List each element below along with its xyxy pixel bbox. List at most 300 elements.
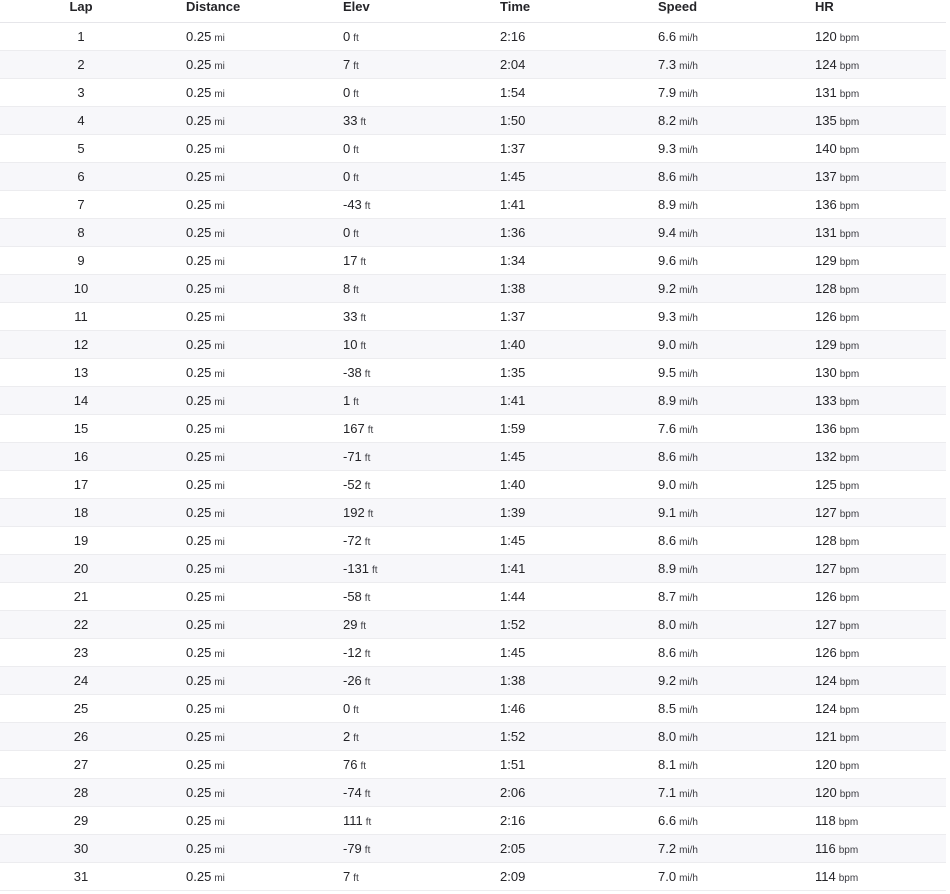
cell-time xyxy=(500,477,525,492)
header-elev[interactable]: Elev xyxy=(343,0,370,14)
header-distance[interactable]: Distance xyxy=(186,0,241,14)
cell-hr-value: 127 xyxy=(815,617,837,632)
cell-speed xyxy=(658,85,698,100)
cell-time-value: 1:52 xyxy=(500,729,526,744)
cell-lap xyxy=(0,197,162,212)
cell-elev-unit: ft xyxy=(360,257,367,268)
table-row[interactable] xyxy=(0,667,946,695)
cell-hr-value: 120 xyxy=(815,785,837,800)
cell-elev-value: -43 xyxy=(343,197,362,212)
cell-elev-unit: ft xyxy=(353,733,359,744)
table-row[interactable] xyxy=(0,303,946,331)
cell-time xyxy=(500,225,525,240)
cell-speed-unit: mi/h xyxy=(679,145,698,156)
cell-time xyxy=(500,673,525,688)
cell-time xyxy=(500,617,525,632)
cell-elev-unit: ft xyxy=(353,173,359,184)
table-row[interactable] xyxy=(0,219,946,247)
cell-lap xyxy=(0,29,162,44)
row-cells xyxy=(0,135,946,162)
cell-speed-value: 8.5 xyxy=(658,701,677,716)
cell-hr xyxy=(815,281,859,296)
cell-hr-value: 127 xyxy=(815,561,837,576)
cell-speed-value: 8.1 xyxy=(658,757,677,772)
row-cells xyxy=(0,163,946,190)
cell-elev-value: 17 xyxy=(343,253,358,268)
cell-hr-value: 128 xyxy=(815,281,837,296)
cell-distance xyxy=(186,57,225,72)
cell-speed-value: 9.6 xyxy=(658,253,677,268)
cell-elev xyxy=(343,141,359,156)
cell-elev-value: -74 xyxy=(343,785,362,800)
cell-time xyxy=(500,141,525,156)
cell-time-value: 1:50 xyxy=(500,113,526,128)
cell-speed-value: 6.6 xyxy=(658,29,677,44)
cell-distance-value: 0.25 xyxy=(186,673,212,688)
cell-speed-unit: mi/h xyxy=(679,845,698,856)
cell-elev xyxy=(343,477,370,492)
cell-hr-unit: bpm xyxy=(839,789,860,800)
cell-hr xyxy=(815,225,859,240)
row-cells xyxy=(0,639,946,666)
cell-time xyxy=(500,29,525,44)
row-cells xyxy=(0,695,946,722)
cell-speed-unit: mi/h xyxy=(679,369,698,380)
cell-elev-unit: ft xyxy=(353,397,359,408)
cell-elev xyxy=(343,785,370,800)
cell-time-value: 1:59 xyxy=(500,421,526,436)
cell-elev-value: -52 xyxy=(343,477,362,492)
cell-hr-unit: bpm xyxy=(838,873,859,884)
cell-time-value: 1:39 xyxy=(500,505,526,520)
cell-speed-unit: mi/h xyxy=(679,649,698,660)
cell-hr xyxy=(815,785,859,800)
cell-hr xyxy=(815,197,859,212)
cell-time xyxy=(500,785,525,800)
cell-distance-value: 0.25 xyxy=(186,225,212,240)
cell-speed-unit: mi/h xyxy=(679,341,698,352)
cell-distance xyxy=(186,561,225,576)
cell-hr-unit: bpm xyxy=(839,425,860,436)
cell-hr xyxy=(815,85,859,100)
cell-elev-unit: ft xyxy=(367,425,374,436)
cell-hr-unit: bpm xyxy=(839,285,860,296)
cell-time xyxy=(500,645,525,660)
cell-elev xyxy=(343,505,373,520)
table-row[interactable] xyxy=(0,751,946,779)
cell-lap xyxy=(0,813,162,828)
cell-elev xyxy=(343,393,359,408)
cell-distance-value: 0.25 xyxy=(186,701,212,716)
cell-distance-unit: mi xyxy=(214,33,225,44)
cell-hr-value: 131 xyxy=(815,85,837,100)
cell-distance xyxy=(186,225,225,240)
cell-distance-value: 0.25 xyxy=(186,729,212,744)
cell-hr xyxy=(815,561,859,576)
cell-distance-value: 0.25 xyxy=(186,785,212,800)
row-cells xyxy=(0,751,946,778)
table-row[interactable] xyxy=(0,779,946,807)
cell-elev-unit: ft xyxy=(360,117,367,128)
header-lap[interactable]: Lap xyxy=(69,0,93,14)
cell-time xyxy=(500,813,525,828)
cell-hr xyxy=(815,757,859,772)
table-row[interactable] xyxy=(0,331,946,359)
cell-lap-value: 6 xyxy=(77,169,85,184)
cell-hr-unit: bpm xyxy=(839,397,860,408)
cell-elev-unit: ft xyxy=(360,621,367,632)
cell-speed-value: 8.9 xyxy=(658,561,677,576)
cell-hr xyxy=(815,701,859,716)
table-row[interactable] xyxy=(0,527,946,555)
cell-distance-unit: mi xyxy=(214,145,225,156)
row-cells xyxy=(0,387,946,414)
cell-time xyxy=(500,841,525,856)
row-cells xyxy=(0,835,946,862)
cell-time-value: 1:54 xyxy=(500,85,526,100)
cell-time-value: 1:51 xyxy=(500,757,526,772)
cell-time-value: 1:41 xyxy=(500,393,526,408)
cell-lap xyxy=(0,57,162,72)
cell-lap-value: 14 xyxy=(73,393,89,408)
cell-speed-unit: mi/h xyxy=(679,509,698,520)
cell-distance-value: 0.25 xyxy=(186,197,212,212)
cell-time xyxy=(500,337,525,352)
cell-lap xyxy=(0,365,162,380)
cell-distance-unit: mi xyxy=(214,173,225,184)
cell-distance-value: 0.25 xyxy=(186,589,212,604)
cell-speed-unit: mi/h xyxy=(679,733,698,744)
cell-hr-unit: bpm xyxy=(839,369,860,380)
cell-speed xyxy=(658,729,698,744)
row-cells xyxy=(0,527,946,554)
cell-elev xyxy=(343,645,370,660)
cell-distance-unit: mi xyxy=(214,397,225,408)
cell-hr-value: 131 xyxy=(815,225,837,240)
cell-time-value: 2:05 xyxy=(500,841,526,856)
row-cells xyxy=(0,667,946,694)
table-row[interactable] xyxy=(0,191,946,219)
cell-lap-value: 29 xyxy=(73,813,89,828)
cell-elev xyxy=(343,113,366,128)
cell-elev xyxy=(343,253,366,268)
cell-hr xyxy=(815,421,859,436)
cell-time xyxy=(500,561,525,576)
cell-speed-value: 7.2 xyxy=(658,841,677,856)
cell-hr-unit: bpm xyxy=(839,537,860,548)
cell-distance-unit: mi xyxy=(214,537,225,548)
cell-elev-unit: ft xyxy=(353,285,359,296)
cell-lap xyxy=(0,281,162,296)
cell-distance-value: 0.25 xyxy=(186,449,212,464)
cell-hr xyxy=(815,253,859,268)
cell-elev-unit: ft xyxy=(367,509,374,520)
cell-lap xyxy=(0,729,162,744)
cell-lap xyxy=(0,141,162,156)
cell-elev-unit: ft xyxy=(364,453,371,464)
cell-speed xyxy=(658,449,698,464)
table-row[interactable] xyxy=(0,583,946,611)
cell-elev-value: 0 xyxy=(343,225,351,240)
cell-time-value: 1:36 xyxy=(500,225,526,240)
cell-elev-unit: ft xyxy=(360,313,367,324)
cell-speed xyxy=(658,477,698,492)
cell-speed-value: 7.6 xyxy=(658,421,677,436)
header-hr[interactable]: HR xyxy=(815,0,834,14)
cell-distance-unit: mi xyxy=(214,117,225,128)
table-header xyxy=(0,0,946,23)
cell-hr xyxy=(815,477,859,492)
cell-hr-value: 124 xyxy=(815,701,837,716)
cell-speed-value: 8.9 xyxy=(658,197,677,212)
cell-time xyxy=(500,365,525,380)
table-row[interactable] xyxy=(0,835,946,863)
cell-speed-value: 6.6 xyxy=(658,813,677,828)
cell-speed-value: 7.1 xyxy=(658,785,677,800)
cell-hr-value: 125 xyxy=(815,477,837,492)
table-row[interactable] xyxy=(0,807,946,835)
cell-lap xyxy=(0,589,162,604)
cell-hr xyxy=(815,505,859,520)
cell-hr-unit: bpm xyxy=(839,593,860,604)
cell-lap-value: 23 xyxy=(73,645,89,660)
table-row[interactable] xyxy=(0,611,946,639)
cell-elev-value: 111 xyxy=(343,813,363,828)
cell-time xyxy=(500,533,525,548)
cell-lap-value: 15 xyxy=(73,421,89,436)
row-cells xyxy=(0,443,946,470)
cell-distance-value: 0.25 xyxy=(186,365,212,380)
table-row[interactable] xyxy=(0,639,946,667)
cell-distance xyxy=(186,869,225,884)
cell-lap xyxy=(0,113,162,128)
cell-hr-unit: bpm xyxy=(839,705,860,716)
cell-speed xyxy=(658,757,698,772)
cell-distance xyxy=(186,533,225,548)
table-row[interactable] xyxy=(0,51,946,79)
cell-speed xyxy=(658,421,698,436)
cell-distance xyxy=(186,141,225,156)
table-row[interactable] xyxy=(0,443,946,471)
row-cells xyxy=(0,51,946,78)
cell-hr-value: 128 xyxy=(815,533,837,548)
cell-hr xyxy=(815,393,859,408)
cell-speed-value: 9.3 xyxy=(658,309,677,324)
cell-lap xyxy=(0,561,162,576)
table-row[interactable] xyxy=(0,107,946,135)
cell-speed-unit: mi/h xyxy=(679,313,698,324)
cell-hr-unit: bpm xyxy=(839,509,860,520)
cell-distance xyxy=(186,309,225,324)
cell-hr-unit: bpm xyxy=(839,453,860,464)
cell-speed-unit: mi/h xyxy=(679,173,698,184)
cell-hr xyxy=(815,673,859,688)
table-row[interactable] xyxy=(0,387,946,415)
table-row[interactable] xyxy=(0,275,946,303)
cell-hr-value: 116 xyxy=(815,841,836,856)
cell-elev xyxy=(343,365,370,380)
cell-elev-unit: ft xyxy=(372,565,378,576)
cell-distance-value: 0.25 xyxy=(186,813,212,828)
cell-speed xyxy=(658,281,698,296)
cell-distance-unit: mi xyxy=(214,817,225,828)
cell-distance-value: 0.25 xyxy=(186,393,212,408)
cell-lap xyxy=(0,309,162,324)
cell-distance xyxy=(186,393,225,408)
cell-speed-value: 8.6 xyxy=(658,449,677,464)
table-row[interactable] xyxy=(0,695,946,723)
cell-speed-unit: mi/h xyxy=(679,705,698,716)
cell-time-value: 1:37 xyxy=(500,141,526,156)
cell-speed-value: 8.6 xyxy=(658,533,677,548)
cell-lap-value: 9 xyxy=(77,253,85,268)
cell-distance xyxy=(186,729,225,744)
cell-distance-value: 0.25 xyxy=(186,253,212,268)
cell-distance xyxy=(186,645,225,660)
cell-speed-unit: mi/h xyxy=(679,117,698,128)
cell-distance-unit: mi xyxy=(214,229,225,240)
cell-elev xyxy=(343,57,359,72)
table-row[interactable] xyxy=(0,415,946,443)
cell-hr xyxy=(815,57,859,72)
cell-hr-value: 130 xyxy=(815,365,837,380)
cell-elev-value: 0 xyxy=(343,701,351,716)
table-row[interactable] xyxy=(0,499,946,527)
table-row[interactable] xyxy=(0,555,946,583)
cell-distance xyxy=(186,421,225,436)
cell-elev-value: 0 xyxy=(343,85,351,100)
cell-distance-unit: mi xyxy=(214,593,225,604)
cell-distance-unit: mi xyxy=(214,369,225,380)
table-row[interactable] xyxy=(0,359,946,387)
cell-elev-unit: ft xyxy=(364,481,371,492)
cell-time-value: 2:16 xyxy=(500,813,526,828)
cell-speed xyxy=(658,393,698,408)
cell-time-value: 1:45 xyxy=(500,169,526,184)
cell-time-value: 1:40 xyxy=(500,337,526,352)
cell-hr-value: 114 xyxy=(815,869,836,884)
cell-elev xyxy=(343,757,366,772)
cell-speed xyxy=(658,141,698,156)
table-row[interactable] xyxy=(0,723,946,751)
cell-elev-unit: ft xyxy=(360,341,367,352)
table-row[interactable] xyxy=(0,135,946,163)
cell-lap-value: 30 xyxy=(73,841,89,856)
cell-speed-value: 9.2 xyxy=(658,281,677,296)
cell-distance xyxy=(186,365,225,380)
cell-time xyxy=(500,197,525,212)
cell-distance-value: 0.25 xyxy=(186,505,212,520)
cell-elev xyxy=(343,169,359,184)
cell-hr-value: 137 xyxy=(815,169,837,184)
cell-distance xyxy=(186,813,225,828)
cell-distance xyxy=(186,701,225,716)
cell-distance xyxy=(186,253,225,268)
row-cells xyxy=(0,415,946,442)
row-cells xyxy=(0,611,946,638)
header-speed[interactable]: Speed xyxy=(658,0,698,14)
cell-distance xyxy=(186,29,225,44)
cell-speed xyxy=(658,673,698,688)
cell-elev xyxy=(343,85,359,100)
cell-hr-value: 133 xyxy=(815,393,837,408)
cell-lap xyxy=(0,225,162,240)
cell-speed-value: 9.3 xyxy=(658,141,677,156)
table-row[interactable] xyxy=(0,863,946,891)
cell-lap xyxy=(0,169,162,184)
cell-hr-unit: bpm xyxy=(839,257,860,268)
row-cells xyxy=(0,863,946,890)
cell-elev xyxy=(343,449,370,464)
cell-elev-unit: ft xyxy=(364,789,371,800)
cell-speed-value: 8.6 xyxy=(658,645,677,660)
cell-distance-value: 0.25 xyxy=(186,85,212,100)
cell-distance xyxy=(186,85,225,100)
cell-distance-value: 0.25 xyxy=(186,29,212,44)
cell-hr xyxy=(815,617,859,632)
cell-elev-value: 0 xyxy=(343,29,351,44)
row-cells xyxy=(0,331,946,358)
header-time[interactable]: Time xyxy=(500,0,531,14)
cell-lap-value: 26 xyxy=(73,729,89,744)
cell-speed-value: 8.7 xyxy=(658,589,677,604)
cell-lap-value: 22 xyxy=(73,617,89,632)
cell-speed-value: 9.1 xyxy=(658,505,677,520)
cell-distance-value: 0.25 xyxy=(186,645,212,660)
cell-distance-unit: mi xyxy=(214,313,225,324)
cell-hr xyxy=(815,169,859,184)
table-row[interactable] xyxy=(0,471,946,499)
cell-speed xyxy=(658,841,698,856)
cell-distance-value: 0.25 xyxy=(186,141,212,156)
table-row[interactable] xyxy=(0,23,946,51)
cell-speed xyxy=(658,869,698,884)
cell-speed-unit: mi/h xyxy=(679,481,698,492)
cell-speed xyxy=(658,337,698,352)
row-cells xyxy=(0,219,946,246)
cell-distance-unit: mi xyxy=(214,789,225,800)
cell-distance-unit: mi xyxy=(214,621,225,632)
cell-speed-unit: mi/h xyxy=(679,425,698,436)
cell-lap xyxy=(0,253,162,268)
row-cells xyxy=(0,499,946,526)
cell-elev xyxy=(343,673,370,688)
table-row[interactable] xyxy=(0,79,946,107)
cell-speed xyxy=(658,561,698,576)
cell-speed xyxy=(658,589,698,604)
cell-hr-unit: bpm xyxy=(839,313,860,324)
cell-hr xyxy=(815,645,859,660)
cell-time-value: 1:45 xyxy=(500,533,526,548)
cell-lap-value: 18 xyxy=(73,505,89,520)
cell-distance-unit: mi xyxy=(214,677,225,688)
cell-elev-unit: ft xyxy=(364,537,371,548)
cell-elev xyxy=(343,617,366,632)
cell-hr-unit: bpm xyxy=(839,341,860,352)
row-cells xyxy=(0,555,946,582)
cell-hr-unit: bpm xyxy=(839,677,860,688)
table-row[interactable] xyxy=(0,247,946,275)
cell-time-value: 1:34 xyxy=(500,253,526,268)
cell-distance xyxy=(186,757,225,772)
cell-distance-unit: mi xyxy=(214,705,225,716)
cell-lap-value: 13 xyxy=(73,365,89,380)
cell-speed-unit: mi/h xyxy=(679,89,698,100)
table-row[interactable] xyxy=(0,163,946,191)
cell-elev xyxy=(343,533,370,548)
cell-hr-value: 136 xyxy=(815,197,837,212)
row-cells xyxy=(0,807,946,834)
